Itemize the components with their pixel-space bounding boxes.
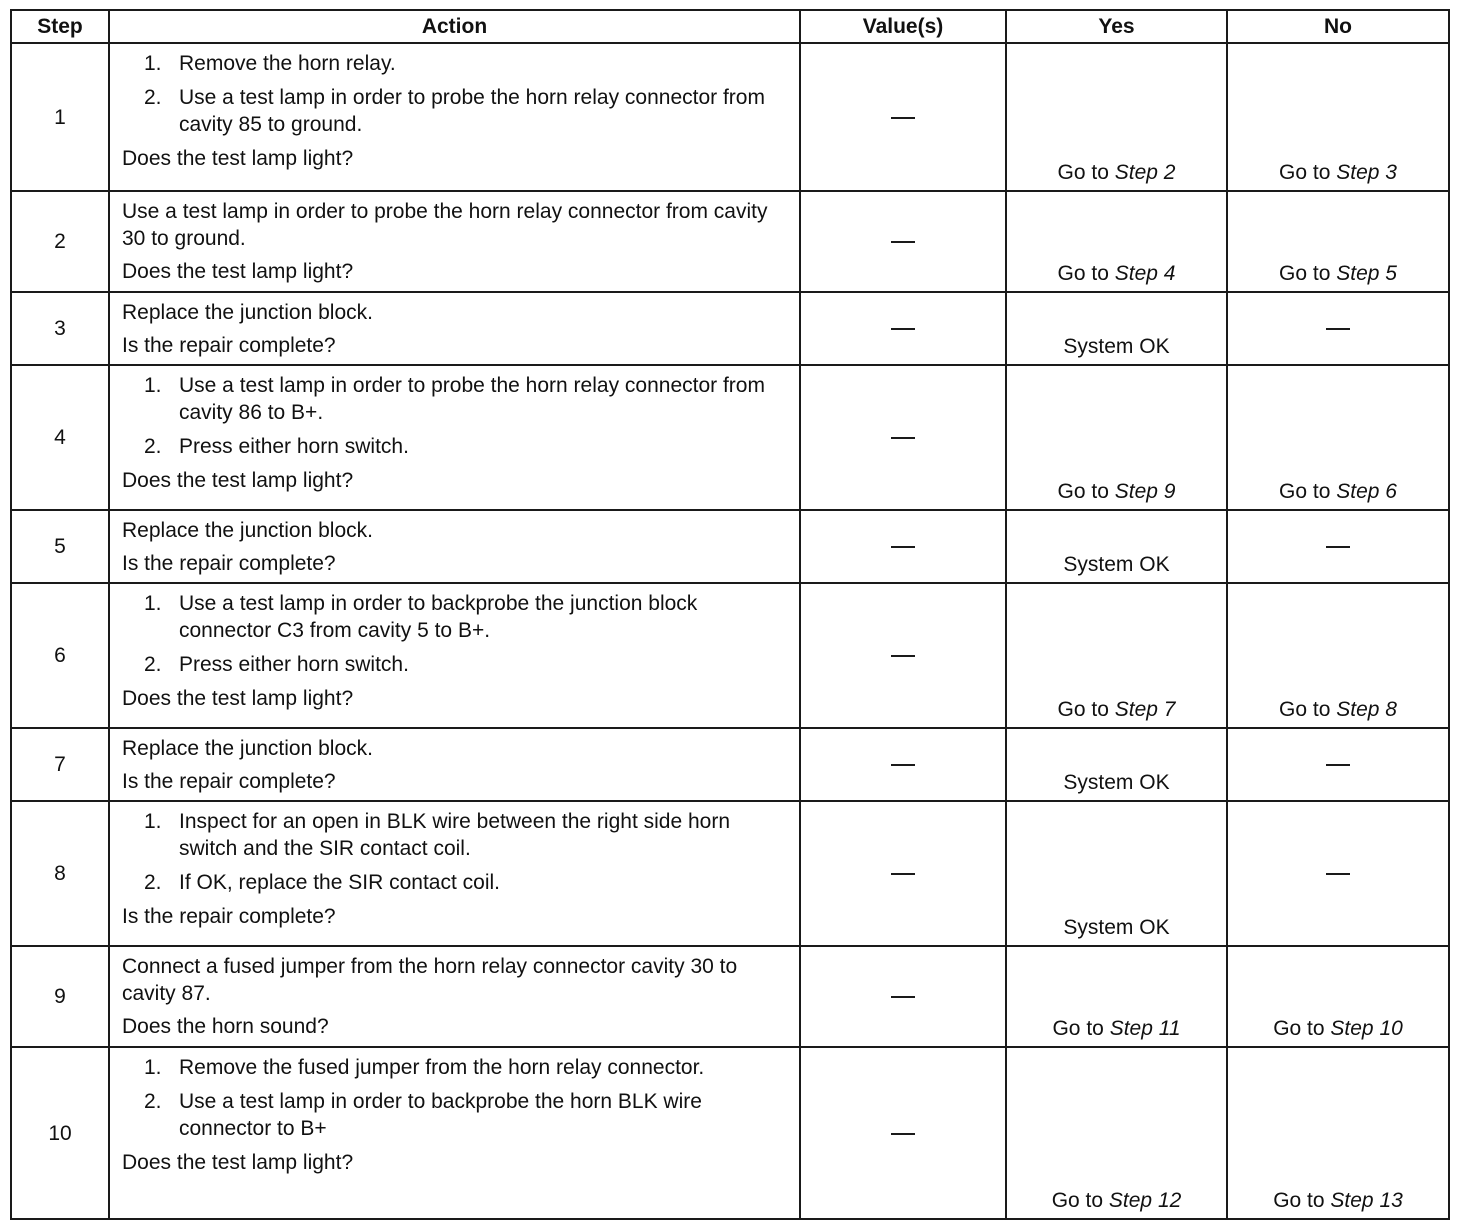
- no-step-link: Step 8: [1336, 698, 1397, 721]
- value-dash: [891, 328, 915, 330]
- value-dash: [891, 437, 915, 439]
- question-text: Is the repair complete?: [122, 770, 336, 793]
- question-text: Does the test lamp light?: [122, 260, 354, 283]
- yes-step-link: Step 11: [1109, 1017, 1181, 1040]
- table-row: [11, 1047, 1449, 1219]
- value-cell: [800, 801, 1006, 946]
- no-dash: [1326, 328, 1350, 330]
- yes-cell: [1006, 946, 1227, 1047]
- action-list: [122, 372, 789, 460]
- instruction-text: Replace the junction block.: [122, 737, 373, 760]
- no-cell: [1227, 365, 1449, 510]
- yes-prefix: Go to: [1051, 1189, 1104, 1212]
- value-dash: [891, 241, 915, 243]
- yes-step-link: Step 7: [1114, 698, 1176, 721]
- no-cell: [1227, 292, 1449, 365]
- question-text: Does the horn sound?: [122, 1015, 329, 1038]
- no-cell: [1227, 43, 1449, 191]
- yes-prefix: Go to: [1057, 698, 1109, 721]
- action-cell: [109, 1047, 800, 1219]
- item-number: 1.: [144, 52, 162, 75]
- yes-prefix: Go to: [1057, 262, 1109, 285]
- value-cell: [800, 292, 1006, 365]
- no-dash: [1326, 764, 1350, 766]
- step-number: 6: [11, 583, 109, 728]
- value-cell: [800, 510, 1006, 583]
- no-prefix: Go to: [1273, 1189, 1325, 1212]
- list-item: [122, 1088, 789, 1142]
- no-prefix: Go to: [1279, 698, 1331, 721]
- yes-cell: System OK: [1006, 292, 1227, 365]
- list-item: [122, 50, 789, 77]
- question-text: Does the test lamp light?: [122, 1151, 354, 1174]
- value-dash: [891, 655, 915, 657]
- item-text: Press either horn switch.: [179, 435, 409, 458]
- no-prefix: Go to: [1279, 262, 1331, 285]
- value-cell: [800, 583, 1006, 728]
- no-cell: [1227, 191, 1449, 292]
- step-number: 7: [11, 728, 109, 801]
- action-list: [122, 590, 789, 678]
- item-number: 2.: [144, 435, 162, 458]
- action-list: [122, 1054, 789, 1142]
- no-cell: [1227, 1047, 1449, 1219]
- yes-cell: System OK: [1006, 801, 1227, 946]
- action-cell: [109, 191, 800, 292]
- action-cell: [109, 43, 800, 191]
- action-cell: [109, 365, 800, 510]
- item-text: Use a test lamp in order to probe the horn relay connector from cavity 85 to ground.: [179, 86, 765, 136]
- instruction-text: Use a test lamp in order to probe the horn relay connector from cavity 30 to ground.: [122, 200, 768, 250]
- question-text: Is the repair complete?: [122, 552, 336, 575]
- table-row: [11, 728, 1449, 801]
- table-row: [11, 43, 1449, 191]
- yes-step-link: Step 4: [1114, 262, 1176, 285]
- yes-cell: System OK: [1006, 510, 1227, 583]
- table-row: [11, 801, 1449, 946]
- item-number: 2.: [144, 871, 162, 894]
- no-cell: [1227, 801, 1449, 946]
- yes-prefix: Go to: [1052, 1017, 1104, 1040]
- list-item: [122, 808, 789, 862]
- item-number: 2.: [144, 86, 162, 109]
- yes-cell: [1006, 365, 1227, 510]
- list-item: [122, 372, 789, 426]
- value-cell: [800, 365, 1006, 510]
- list-item: [122, 1054, 789, 1081]
- step-number: 2: [11, 191, 109, 292]
- step-number: 3: [11, 292, 109, 365]
- no-dash: [1326, 873, 1350, 875]
- question-text: Is the repair complete?: [122, 334, 336, 357]
- yes-cell: [1006, 1047, 1227, 1219]
- no-step-link: Step 10: [1330, 1017, 1403, 1040]
- instruction-text: Replace the junction block.: [122, 519, 373, 542]
- no-prefix: Go to: [1273, 1017, 1325, 1040]
- action-cell: [109, 801, 800, 946]
- value-dash: [891, 996, 915, 998]
- item-number: 1.: [144, 374, 162, 397]
- action-cell: [109, 292, 800, 365]
- value-cell: [800, 191, 1006, 292]
- question-text: Is the repair complete?: [122, 905, 336, 928]
- question-text: Does the test lamp light?: [122, 687, 354, 710]
- item-number: 1.: [144, 810, 162, 833]
- item-text: Use a test lamp in order to probe the horn relay connector from cavity 86 to B+.: [179, 374, 765, 424]
- value-cell: [800, 43, 1006, 191]
- action-cell: [109, 946, 800, 1047]
- value-cell: [800, 728, 1006, 801]
- value-cell: [800, 946, 1006, 1047]
- step-number: 8: [11, 801, 109, 946]
- action-cell: [109, 583, 800, 728]
- list-item: [122, 869, 789, 896]
- table-row: [11, 191, 1449, 292]
- header-row: [11, 10, 1449, 43]
- item-text: Remove the horn relay.: [179, 52, 396, 75]
- list-item: [122, 651, 789, 678]
- header-yes: Yes: [1006, 10, 1227, 43]
- action-cell: [109, 728, 800, 801]
- item-number: 1.: [144, 592, 162, 615]
- table-row: [11, 510, 1449, 583]
- header-no: No: [1227, 10, 1449, 43]
- header-values: Value(s): [800, 10, 1006, 43]
- action-list: [122, 50, 789, 138]
- no-step-link: Step 5: [1336, 262, 1397, 285]
- action-list: [122, 808, 789, 896]
- step-number: 10: [11, 1047, 109, 1219]
- no-step-link: Step 13: [1330, 1189, 1403, 1212]
- action-cell: [109, 510, 800, 583]
- item-number: 2.: [144, 1090, 162, 1113]
- step-number: 4: [11, 365, 109, 510]
- table-row: [11, 583, 1449, 728]
- yes-step-link: Step 12: [1108, 1189, 1182, 1212]
- yes-step-link: Step 9: [1114, 480, 1176, 503]
- table-row: [11, 365, 1449, 510]
- item-text: Remove the fused jumper from the horn relay connector.: [179, 1056, 705, 1079]
- no-prefix: Go to: [1279, 161, 1331, 184]
- no-cell: [1227, 583, 1449, 728]
- instruction-text: Replace the junction block.: [122, 301, 373, 324]
- value-dash: [891, 546, 915, 548]
- item-number: 2.: [144, 653, 162, 676]
- value-dash: [891, 764, 915, 766]
- instruction-text: Connect a fused jumper from the horn relay connector cavity 30 to cavity 87.: [122, 955, 738, 1005]
- yes-cell: System OK: [1006, 728, 1227, 801]
- yes-step-link: Step 2: [1114, 161, 1176, 184]
- item-text: Use a test lamp in order to backprobe the junction block connector C3 from cavity 5 to B+.: [179, 592, 698, 642]
- yes-cell: [1006, 191, 1227, 292]
- table-row: [11, 292, 1449, 365]
- step-number: 5: [11, 510, 109, 583]
- item-text: Press either horn switch.: [179, 653, 409, 676]
- question-text: Does the test lamp light?: [122, 147, 354, 170]
- item-text: If OK, replace the SIR contact coil.: [179, 871, 500, 894]
- no-step-link: Step 6: [1336, 480, 1397, 503]
- header-action: Action: [109, 10, 800, 43]
- no-cell: [1227, 728, 1449, 801]
- step-number: 9: [11, 946, 109, 1047]
- yes-prefix: Go to: [1057, 480, 1109, 503]
- diagnostic-table: [10, 9, 1450, 1220]
- value-dash: [891, 1133, 915, 1135]
- no-cell: [1227, 946, 1449, 1047]
- header-step: Step: [11, 10, 109, 43]
- list-item: [122, 84, 789, 138]
- question-text: Does the test lamp light?: [122, 469, 354, 492]
- no-step-link: Step 3: [1336, 161, 1397, 184]
- yes-prefix: Go to: [1057, 161, 1109, 184]
- no-cell: [1227, 510, 1449, 583]
- no-prefix: Go to: [1279, 480, 1331, 503]
- yes-cell: [1006, 583, 1227, 728]
- no-dash: [1326, 546, 1350, 548]
- value-cell: [800, 1047, 1006, 1219]
- step-number: 1: [11, 43, 109, 191]
- list-item: [122, 433, 789, 460]
- value-dash: [891, 873, 915, 875]
- item-text: Inspect for an open in BLK wire between the right side horn switch and the SIR contact coil.: [179, 810, 731, 860]
- list-item: [122, 590, 789, 644]
- yes-cell: [1006, 43, 1227, 191]
- item-text: Use a test lamp in order to backprobe the horn BLK wire connector to B+: [179, 1090, 702, 1140]
- value-dash: [891, 117, 915, 119]
- item-number: 1.: [144, 1056, 162, 1079]
- table-row: [11, 946, 1449, 1047]
